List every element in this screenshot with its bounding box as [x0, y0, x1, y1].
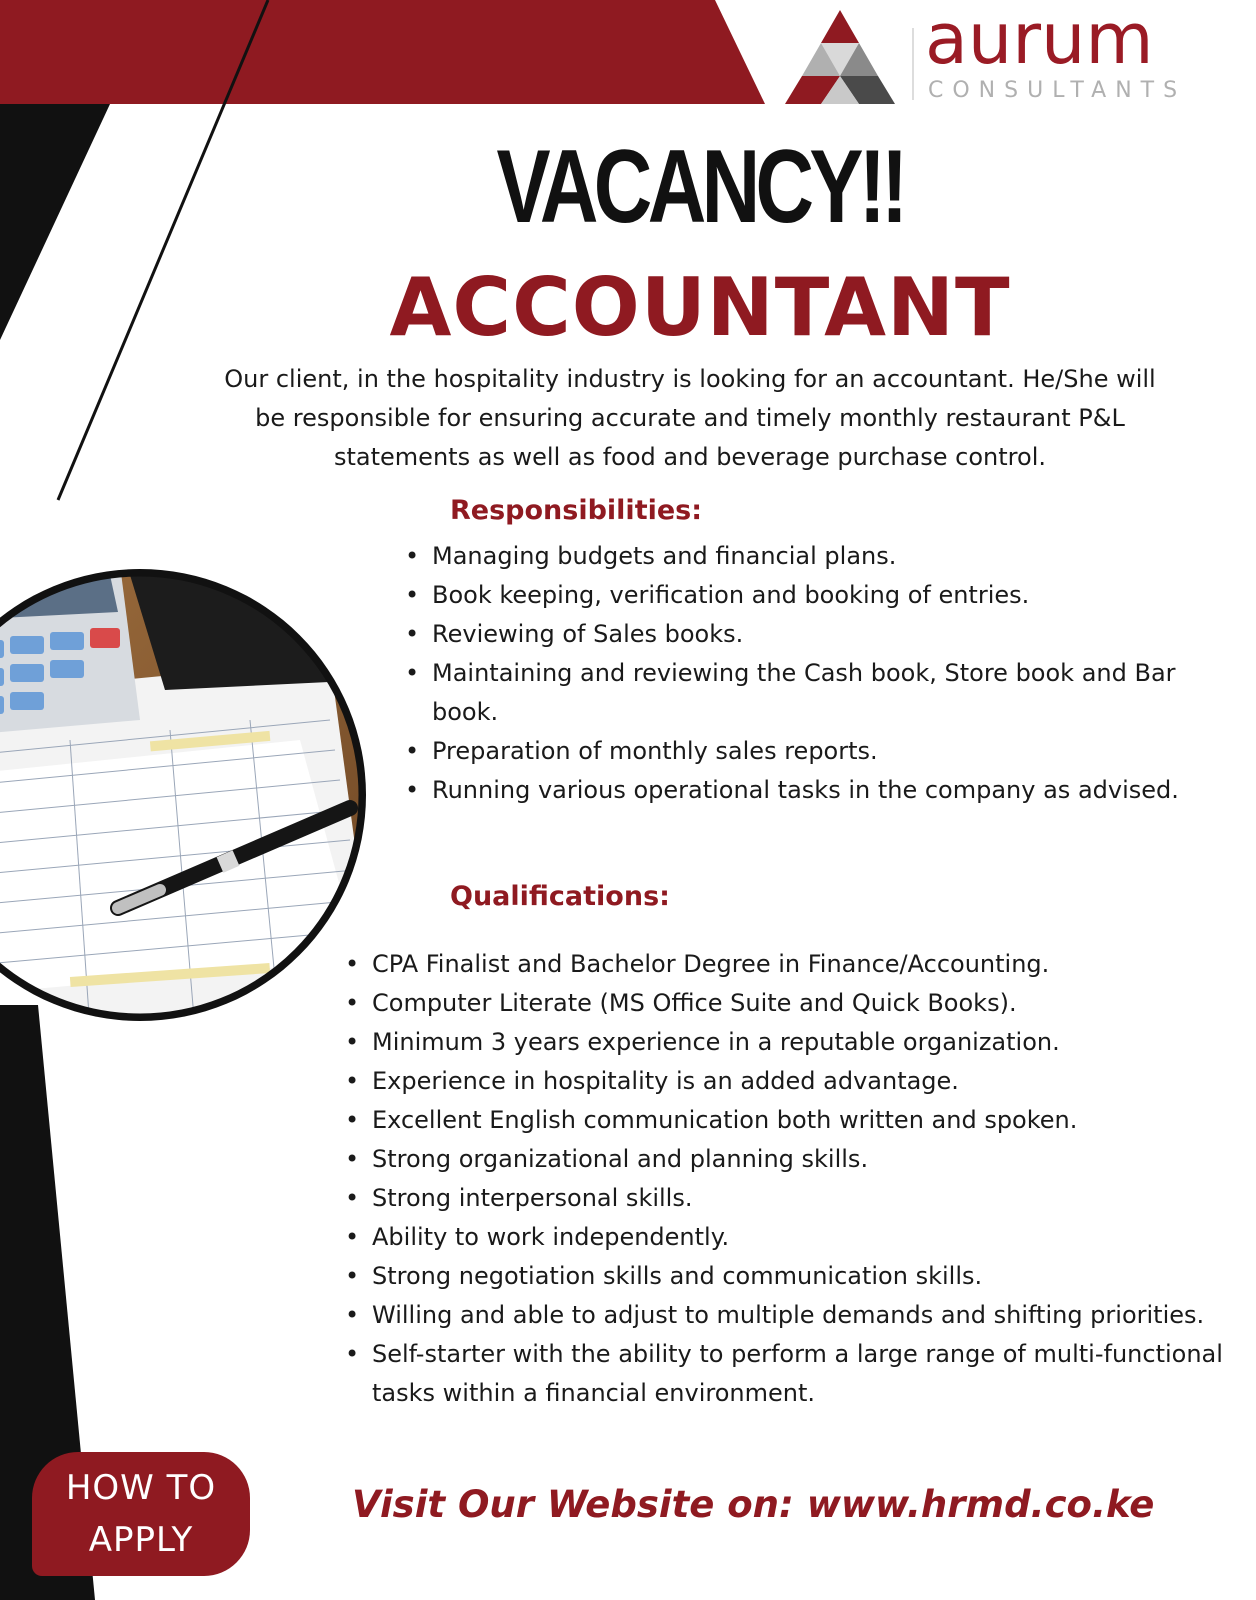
logo-divider — [912, 28, 914, 100]
qualifications-list — [345, 945, 1225, 1413]
list-item: • Reviewing of Sales books. — [405, 615, 1235, 654]
logo-tagline: CONSULTANTS — [928, 78, 1187, 103]
apply-badge-line: APPLY — [88, 1520, 194, 1560]
list-item: • Strong organizational and planning skills. — [345, 1140, 1225, 1179]
list-item: • CPA Finalist and Bachelor Degree in Finance/Accounting. — [345, 945, 1225, 984]
list-item: • Book keeping, verification and booking of entries. — [405, 576, 1235, 615]
intro-line: statements as well as food and beverage purchase control. — [334, 443, 1046, 471]
apply-badge-line: HOW TO — [65, 1468, 217, 1508]
responsibilities-heading: Responsibilities: — [450, 495, 703, 526]
intro-line: Our client, in the hospitality industry is looking for an accountant. He/She will — [224, 365, 1156, 393]
list-item: • Preparation of monthly sales reports. — [405, 732, 1235, 771]
qualifications-heading: Qualifications: — [450, 881, 670, 912]
top-red-band — [0, 0, 765, 104]
list-item: • Computer Literate (MS Office Suite and Quick Books). — [345, 984, 1225, 1023]
triangle-logo-icon — [785, 10, 895, 105]
list-item: • Willing and able to adjust to multiple demands and shifting priorities. — [345, 1296, 1225, 1335]
list-item: • Self-starter with the ability to perform a large range of multi-functional tasks within a financial environment. — [345, 1335, 1225, 1413]
list-item: • Strong negotiation skills and communication skills. — [345, 1257, 1225, 1296]
list-item: • Minimum 3 years experience in a reputable organization. — [345, 1023, 1225, 1062]
website-link[interactable]: Visit Our Website on: www.hrmd.co.ke — [352, 1483, 1155, 1526]
headline: VACANCY!! — [496, 129, 904, 245]
list-item: • Managing budgets and financial plans. — [405, 537, 1235, 576]
left-black-band — [0, 104, 110, 340]
intro-line: be responsible for ensuring accurate and timely monthly restaurant P&L — [255, 404, 1125, 432]
list-item: • Strong interpersonal skills. — [345, 1179, 1225, 1218]
logo-wordmark: aurum — [925, 0, 1154, 80]
list-item: • Running various operational tasks in the company as advised. — [405, 771, 1235, 810]
intro-paragraph — [150, 360, 1230, 477]
list-item: • Excellent English communication both written and spoken. — [345, 1101, 1225, 1140]
responsibilities-list — [405, 537, 1235, 810]
list-item: • Ability to work independently. — [345, 1218, 1225, 1257]
position-title: ACCOUNTANT — [389, 261, 1011, 354]
company-logo — [785, 0, 1245, 110]
how-to-apply-badge — [32, 1452, 250, 1576]
calculator-image — [0, 565, 140, 740]
list-item: • Maintaining and reviewing the Cash book, Store book and Bar book. — [405, 654, 1235, 732]
list-item: • Experience in hospitality is an added advantage. — [345, 1062, 1225, 1101]
photo-circle — [0, 555, 380, 1030]
